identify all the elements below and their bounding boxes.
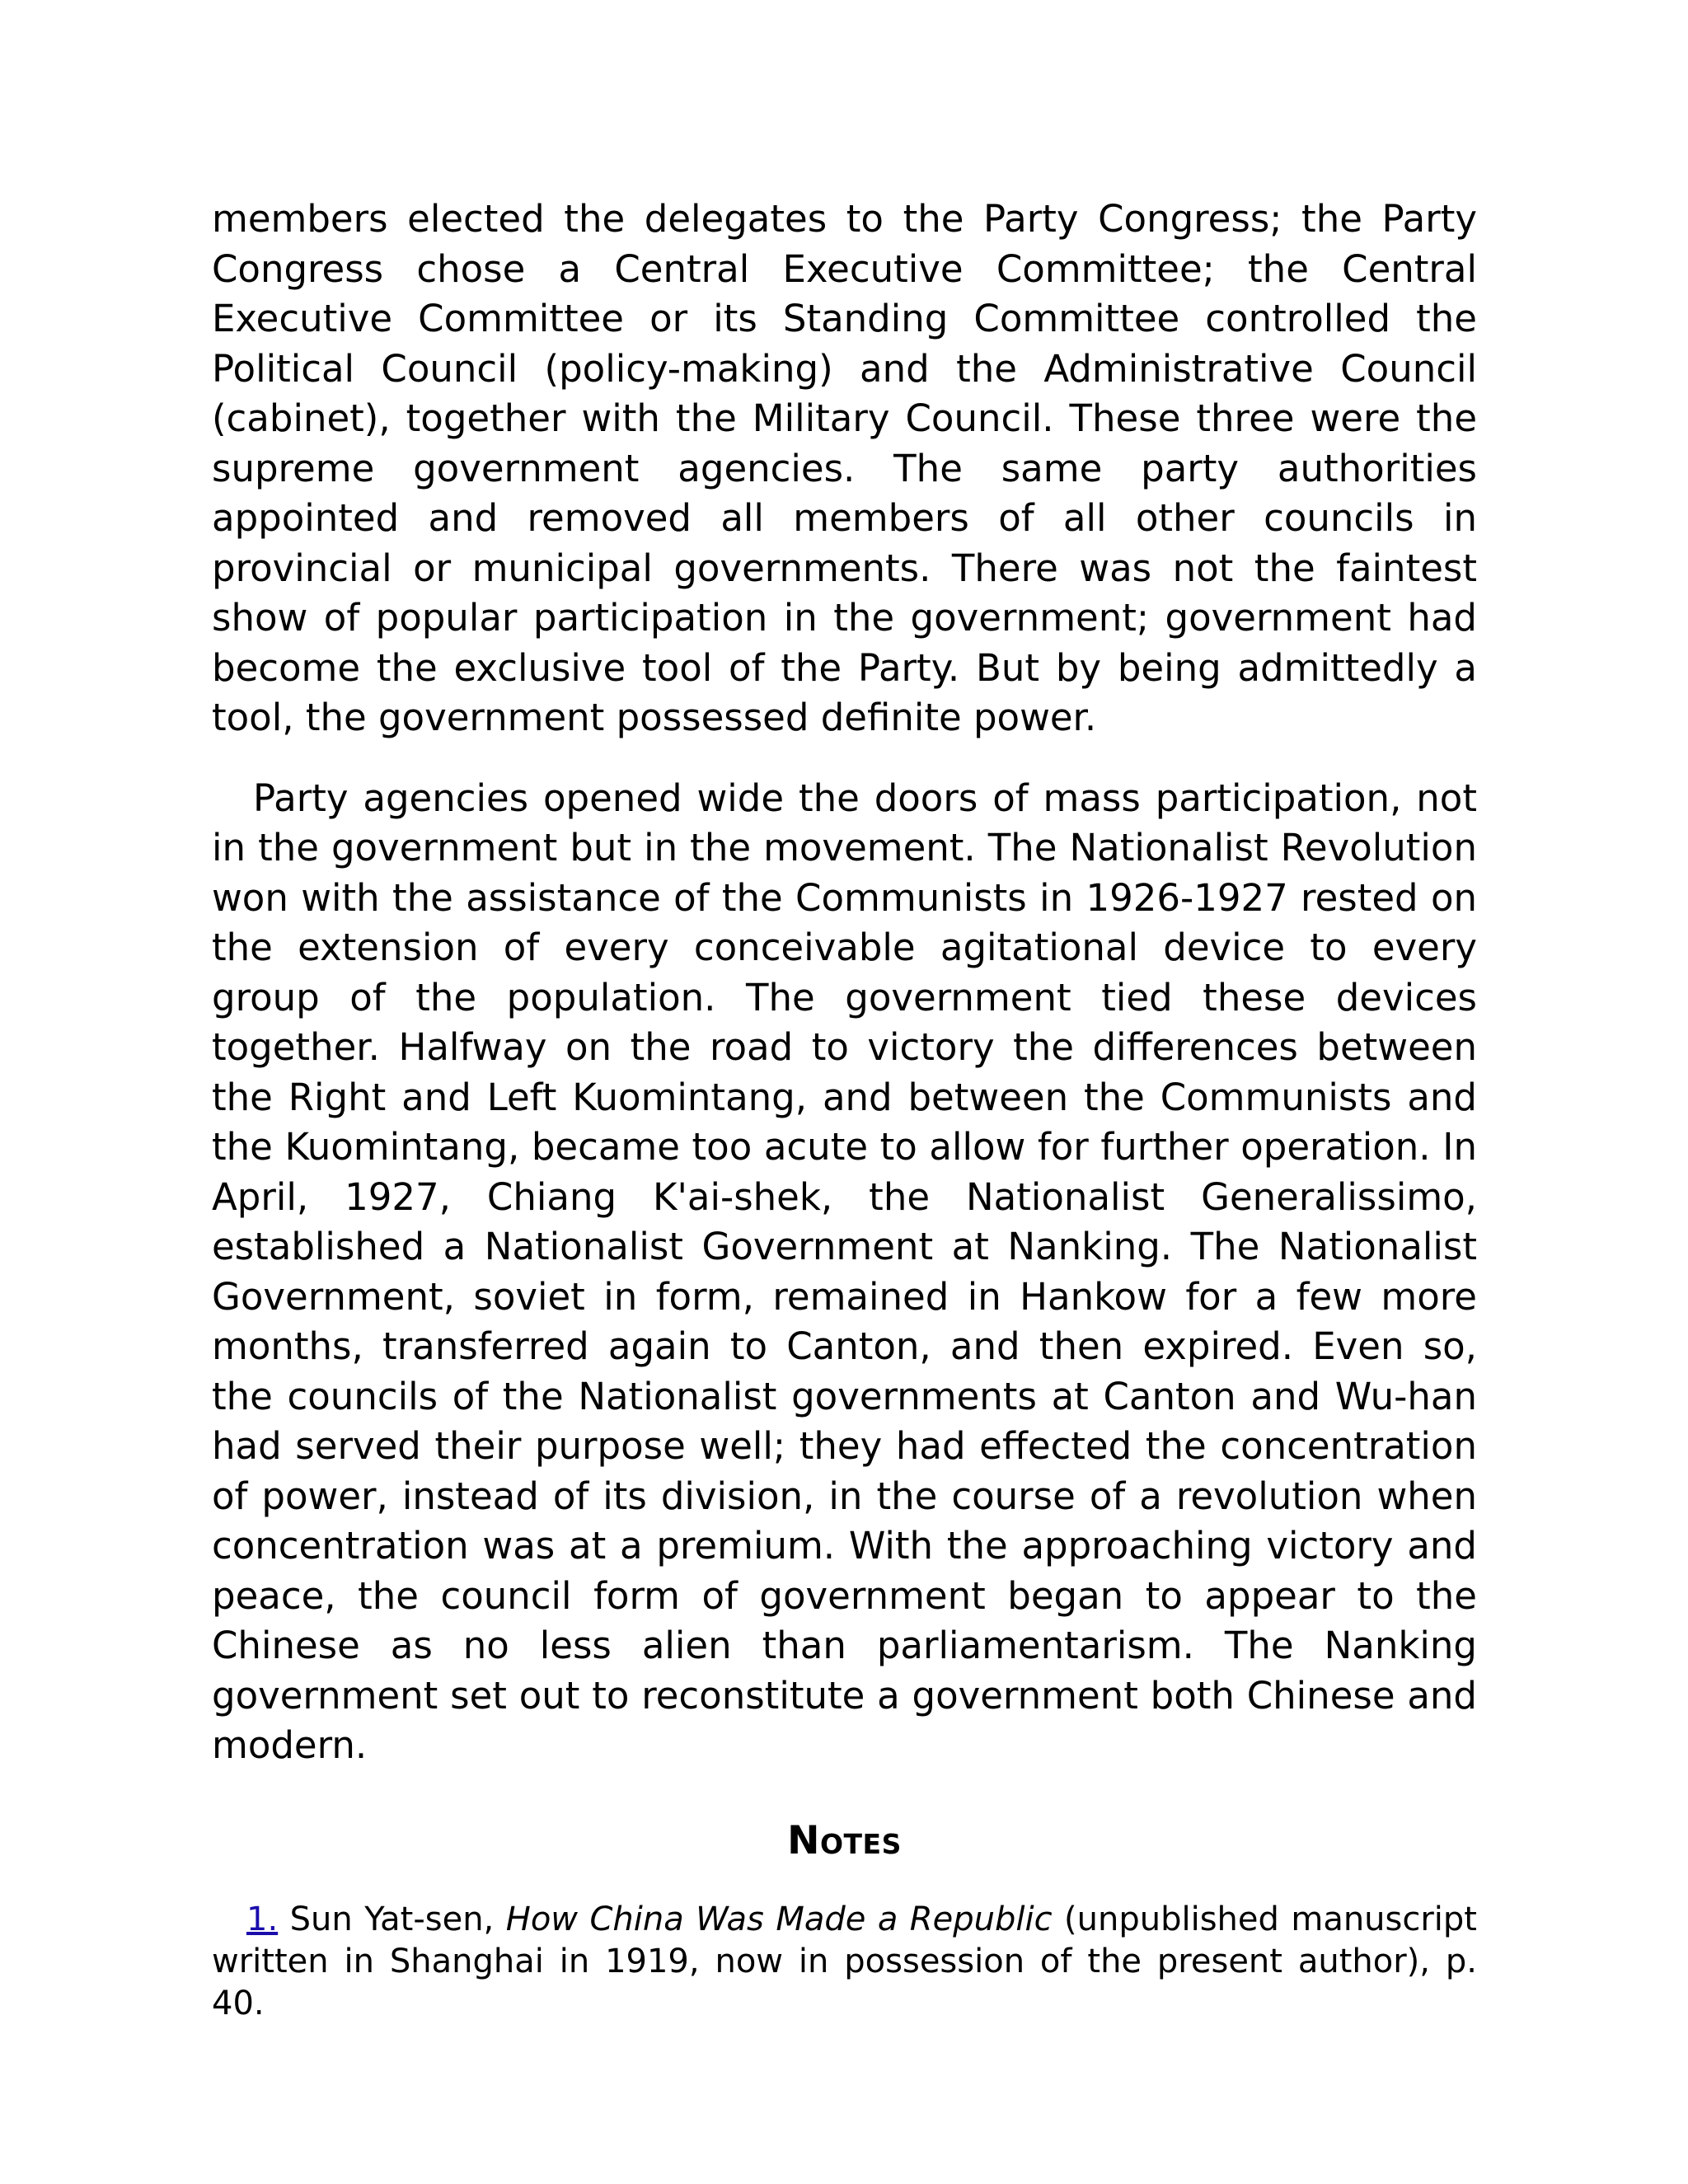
footnote-1-details: (unpublished manuscript written in Shanghai in 1919, now in possession of the present author), p. 40. <box>212 1900 1477 2022</box>
footnote-1-author: Sun Yat-sen, <box>289 1900 495 1938</box>
body-paragraph-1: members elected the delegates to the Party Congress; the Party Congress chose a Central Executive Committee; the Central Executive Committee or its Standing Committee controlled the Political Council (policy-making) and the Administrative Council (cabinet), together with the Military Council. These three were the supreme government agencies. The same party authorities appointed and removed all members of all other councils in provincial or municipal governments. There was not the faintest show of popular participation in the government; government had become the exclusive tool of the Party. But by being admittedly a tool, the government possessed definite power. <box>212 197 1477 739</box>
document-page <box>212 194 1477 2025</box>
notes-heading: Notes <box>787 1817 902 1863</box>
footnote-1-link[interactable]: 1. <box>246 1900 279 1938</box>
footnote-1 <box>212 1899 1477 2025</box>
footnote-1-title: How China Was Made a Republic <box>505 1900 1053 1938</box>
body-paragraph-2: Party agencies opened wide the doors of mass participation, not in the government but in the movement. The Nationalist Revolution won with the assistance of the Communists in 1926-1927 rested on the extension of every conceivable agitational device to every group of the population. The government tied these devices together. Halfway on the road to victory the differences between the Right and Left Kuomintang, and between the Communists and the Kuomintang, became too acute to allow for further operation. In April, 1927, Chiang K'ai-shek, the Nationalist Generalissimo, established a Nationalist Government at Nanking. The Nationalist Government, soviet in form, remained in Hankow for a few more months, transferred again to Canton, and then expired. Even so, the councils of the Nationalist governments at Canton and Wu-han had served their purpose well; they had effected the concentration of power, instead of its division, in the course of a revolution when concentration was at a premium. With the approaching victory and peace, the council form of government began to appear to the Chinese as no less alien than parliamentarism. The Nanking government set out to reconstitute a government both Chinese and modern. <box>212 776 1477 1767</box>
